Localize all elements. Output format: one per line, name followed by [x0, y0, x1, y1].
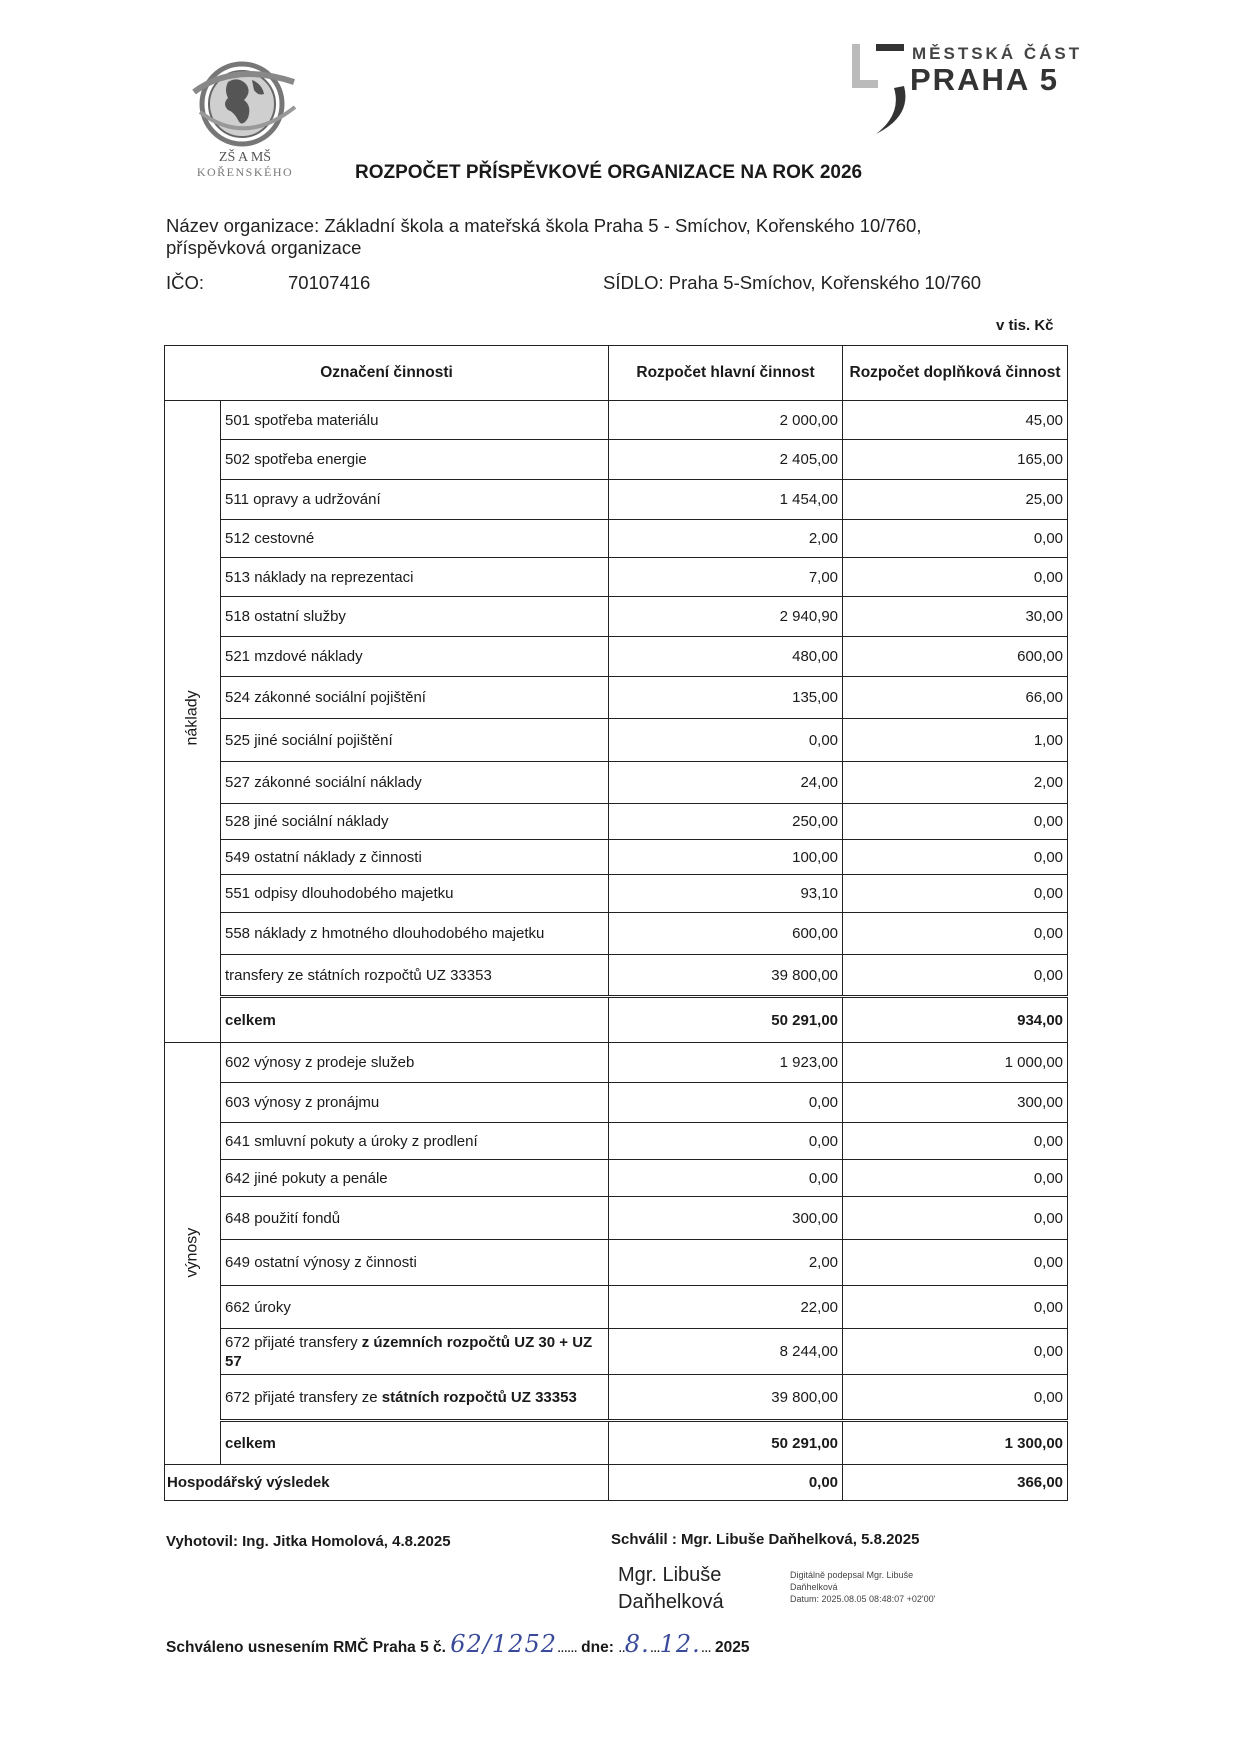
- table-row: [165, 1123, 1068, 1160]
- row-main-value: 480,00: [609, 637, 843, 677]
- currency-unit: v tis. Kč: [996, 317, 1054, 334]
- row-label: 501 spotřeba materiálu: [221, 401, 609, 440]
- row-main-value: 2,00: [609, 1240, 843, 1286]
- row-supp-value: 30,00: [843, 597, 1068, 637]
- revenues-total-supp: 1 300,00: [843, 1421, 1068, 1465]
- row-main-value: 93,10: [609, 875, 843, 913]
- table-row: [165, 558, 1068, 597]
- signature-meta-line1: Digitálně podepsal Mgr. Libuše: [790, 1570, 914, 1580]
- row-label: transfery ze státních rozpočtů UZ 33353: [221, 955, 609, 997]
- dotted-fill: ...: [700, 1639, 711, 1656]
- ico-value: 70107416: [288, 272, 371, 293]
- row-label: 648 použití fondů: [221, 1197, 609, 1240]
- city-logo-line1: MĚSTSKÁ ČÁST: [912, 44, 1083, 63]
- row-main-value: 0,00: [609, 1083, 843, 1123]
- costs-total-main: 50 291,00: [609, 997, 843, 1043]
- table-row: [165, 637, 1068, 677]
- header-supplementary-activity: Rozpočet doplňková činnost: [843, 346, 1068, 401]
- signature-meta: [790, 1569, 935, 1605]
- row-supp-value: 0,00: [843, 1375, 1068, 1421]
- row-label: 528 jiné sociální náklady: [221, 804, 609, 840]
- prepared-by: Vyhotovil: Ing. Jitka Homolová, 4.8.2025: [166, 1533, 451, 1550]
- row-supp-value: 1 000,00: [843, 1043, 1068, 1083]
- school-logo-line2: KOŘENSKÉHO: [196, 165, 294, 179]
- table-header-row: [165, 346, 1068, 401]
- row-supp-value: 2,00: [843, 762, 1068, 804]
- row-main-value: 2,00: [609, 520, 843, 558]
- table-row: [165, 840, 1068, 875]
- revenues-total-main: 50 291,00: [609, 1421, 843, 1465]
- table-row: [165, 440, 1068, 480]
- approved-by: Schválil : Mgr. Libuše Daňhelková, 5.8.2025: [611, 1531, 920, 1548]
- table-row: [165, 480, 1068, 520]
- row-label: 649 ostatní výnosy z činnosti: [221, 1240, 609, 1286]
- row-main-value: 2 940,90: [609, 597, 843, 637]
- table-row: [165, 719, 1068, 762]
- table-row: [165, 597, 1068, 637]
- row-label: 502 spotřeba energie: [221, 440, 609, 480]
- table-row: [165, 677, 1068, 719]
- table-row: [165, 1329, 1068, 1375]
- table-row: [165, 804, 1068, 840]
- row-label: 518 ostatní služby: [221, 597, 609, 637]
- costs-total-label: celkem: [221, 997, 609, 1043]
- table-row: [165, 1083, 1068, 1123]
- row-supp-value: 165,00: [843, 440, 1068, 480]
- signature-meta-line2: Daňhelková: [790, 1582, 838, 1592]
- row-supp-value: 0,00: [843, 1123, 1068, 1160]
- date-day-handwritten: 8.: [624, 1630, 650, 1658]
- table-row: [165, 1043, 1068, 1083]
- row-label: 642 jiné pokuty a penále: [221, 1160, 609, 1197]
- row-supp-value: 1,00: [843, 719, 1068, 762]
- row-main-value: 1 923,00: [609, 1043, 843, 1083]
- table-row: [165, 1240, 1068, 1286]
- row-supp-value: 0,00: [843, 913, 1068, 955]
- row-main-value: 135,00: [609, 677, 843, 719]
- costs-group-label: náklady: [183, 689, 201, 745]
- row-main-value: 600,00: [609, 913, 843, 955]
- row-supp-value: 0,00: [843, 840, 1068, 875]
- revenues-total-label: celkem: [221, 1421, 609, 1465]
- table-row: [165, 875, 1068, 913]
- date-label: dne:: [581, 1639, 614, 1656]
- row-supp-value: 0,00: [843, 1197, 1068, 1240]
- resolution-prefix: Schváleno usnesením RMČ Praha 5 č.: [166, 1639, 446, 1656]
- table-row: [165, 1286, 1068, 1329]
- row-main-value: 2 000,00: [609, 401, 843, 440]
- signature-meta-line3: Datum: 2025.08.05 08:48:07 +02'00': [790, 1594, 936, 1604]
- row-supp-value: 0,00: [843, 1160, 1068, 1197]
- resolution-number-handwritten: 62/1252: [450, 1630, 557, 1658]
- row-label-part-bold: státních rozpočtů UZ 33353: [381, 1388, 577, 1406]
- row-label: 551 odpisy dlouhodobého majetku: [221, 875, 609, 913]
- row-main-value: 24,00: [609, 762, 843, 804]
- school-logo-line1: ZŠ A MŠ: [218, 150, 272, 165]
- row-supp-value: 0,00: [843, 875, 1068, 913]
- row-label-part: 672 přijaté transfery ze: [225, 1388, 382, 1406]
- table-row: [165, 1197, 1068, 1240]
- row-supp-value: 45,00: [843, 401, 1068, 440]
- row-main-value: 8 244,00: [609, 1329, 843, 1375]
- row-main-value: 0,00: [609, 719, 843, 762]
- organization-type: příspěvková organizace: [166, 237, 362, 258]
- row-label: 641 smluvní pokuty a úroky z prodlení: [221, 1123, 609, 1160]
- organization-name: Název organizace: Základní škola a mateřská škola Praha 5 - Smíchov, Kořenského 10/760,: [166, 215, 922, 236]
- header-activity: Označení činnosti: [165, 346, 609, 401]
- row-main-value: 100,00: [609, 840, 843, 875]
- table-row: [165, 762, 1068, 804]
- header-main-activity: Rozpočet hlavní činnost: [609, 346, 843, 401]
- table-row: [165, 520, 1068, 558]
- row-label: 549 ostatní náklady z činnosti: [221, 840, 609, 875]
- table-row: [165, 955, 1068, 997]
- row-supp-value: 0,00: [843, 520, 1068, 558]
- table-row: [165, 1375, 1068, 1421]
- row-label: 558 náklady z hmotného dlouhodobého majetku: [221, 913, 609, 955]
- row-label: 524 zákonné sociální pojištění: [221, 677, 609, 719]
- result-label: Hospodářský výsledek: [165, 1465, 609, 1501]
- row-label: 662 úroky: [221, 1286, 609, 1329]
- row-main-value: 1 454,00: [609, 480, 843, 520]
- row-label: 513 náklady na reprezentaci: [221, 558, 609, 597]
- signature-name-line1: Mgr. Libuše: [618, 1564, 722, 1586]
- row-label: 521 mzdové náklady: [221, 637, 609, 677]
- costs-group: [165, 401, 221, 1043]
- row-supp-value: 0,00: [843, 1286, 1068, 1329]
- row-label: 527 zákonné sociální náklady: [221, 762, 609, 804]
- row-main-value: 250,00: [609, 804, 843, 840]
- result-supp: 366,00: [843, 1465, 1068, 1501]
- dotted-fill: ..: [618, 1639, 625, 1656]
- row-supp-value: 0,00: [843, 1240, 1068, 1286]
- row-supp-value: 0,00: [843, 558, 1068, 597]
- row-supp-value: 66,00: [843, 677, 1068, 719]
- result-main: 0,00: [609, 1465, 843, 1501]
- dotted-fill: ......: [556, 1639, 577, 1656]
- row-supp-value: 0,00: [843, 804, 1068, 840]
- budget-table: [164, 345, 1068, 1501]
- row-label: 512 cestovné: [221, 520, 609, 558]
- table-row: [165, 1160, 1068, 1197]
- date-year: 2025: [715, 1639, 750, 1656]
- row-main-value: 300,00: [609, 1197, 843, 1240]
- row-main-value: 0,00: [609, 1123, 843, 1160]
- row-label-part: 672 přijaté transfery: [225, 1333, 362, 1351]
- row-main-value: 7,00: [609, 558, 843, 597]
- table-row: [165, 913, 1068, 955]
- revenues-total-row: [165, 1421, 1068, 1465]
- row-supp-value: 600,00: [843, 637, 1068, 677]
- dotted-fill: ...: [649, 1639, 660, 1656]
- row-main-value: 39 800,00: [609, 1375, 843, 1421]
- city-logo-line2: PRAHA 5: [910, 62, 1059, 97]
- signature-name-line2: Daňhelková: [618, 1591, 724, 1613]
- row-main-value: 22,00: [609, 1286, 843, 1329]
- document-title: ROZPOČET PŘÍSPĚVKOVÉ ORGANIZACE NA ROK 2026: [355, 162, 863, 183]
- row-label: [221, 1375, 609, 1421]
- table-row: [165, 401, 1068, 440]
- revenues-group: [165, 1043, 221, 1465]
- row-label: 603 výnosy z pronájmu: [221, 1083, 609, 1123]
- costs-total-row: [165, 997, 1068, 1043]
- ico-label: IČO:: [166, 272, 205, 293]
- row-label: [221, 1329, 609, 1375]
- organization-seat: SÍDLO: Praha 5-Smíchov, Kořenského 10/760: [603, 272, 982, 293]
- row-supp-value: 300,00: [843, 1083, 1068, 1123]
- date-month-handwritten: 12.: [659, 1630, 701, 1658]
- row-main-value: 39 800,00: [609, 955, 843, 997]
- row-supp-value: 25,00: [843, 480, 1068, 520]
- row-label: 525 jiné sociální pojištění: [221, 719, 609, 762]
- row-supp-value: 0,00: [843, 1329, 1068, 1375]
- row-supp-value: 0,00: [843, 955, 1068, 997]
- costs-total-supp: 934,00: [843, 997, 1068, 1043]
- row-label: 511 opravy a udržování: [221, 480, 609, 520]
- resolution-line: [166, 1630, 750, 1658]
- row-label-part-bold: z územních rozpočtů UZ 30 + UZ 57: [225, 1333, 593, 1370]
- signature-name: [618, 1562, 724, 1616]
- revenues-group-label: výnosy: [183, 1227, 201, 1277]
- row-main-value: 2 405,00: [609, 440, 843, 480]
- school-logo-text: [170, 150, 320, 180]
- result-row: [165, 1465, 1068, 1501]
- row-main-value: 0,00: [609, 1160, 843, 1197]
- row-label: 602 výnosy z prodeje služeb: [221, 1043, 609, 1083]
